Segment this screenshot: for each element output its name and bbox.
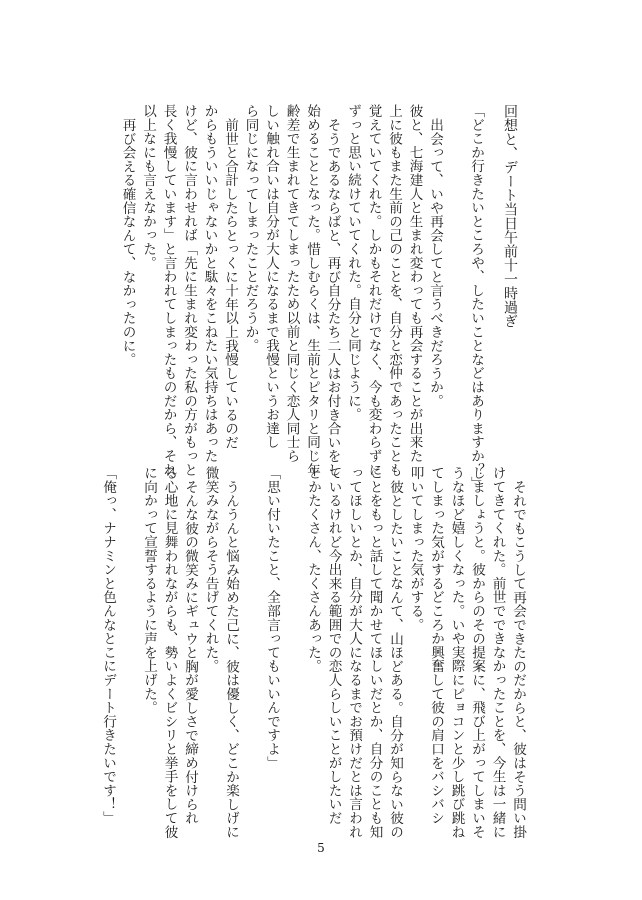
- lower-text-block: [82, 466, 526, 839]
- text-line: 齢差で生まれてきてしまったため以前と同じく恋人同士ら: [283, 104, 300, 463]
- text-line: 叩いてしまった気がする。: [407, 466, 424, 632]
- upper-text-block: [102, 104, 484, 491]
- page-number: 5: [317, 841, 325, 855]
- text-line: うんうんと悩み始めた己に、彼は優しく、どこか楽しげに: [223, 480, 239, 839]
- text-line: 長く我慢しています」と言われてしまったものだから、それ: [160, 104, 177, 477]
- text-line: [114, 466, 135, 816]
- text-line: からもういいじゃないかと駄々をこねたい気持ちはあった: [201, 104, 218, 463]
- text-line: 上に彼もまた生前の己のことを、自分と恋仲であったことも: [386, 104, 402, 477]
- text-line: ことをもっと話して聞かせてほしいだとか、自分のことも知: [366, 466, 383, 839]
- text-line: てしまった気がするどころか興奮して彼の肩口をバシバシ: [428, 466, 444, 825]
- text-line: 微笑みながらそう告げてくれた。: [202, 466, 219, 673]
- text-line: 彼としたいことなんて、山ほどある。自分が知らない彼の: [387, 480, 403, 839]
- text-line: る心地に見舞われながらも、勢いよくビシリと挙手をして彼: [161, 466, 178, 839]
- text-line: 「思い付いたこと、全部言ってもいいんですよ」: [264, 466, 280, 770]
- chapter-heading: 回想と、デート当日午前十一時過ぎ: [502, 104, 518, 328]
- text-line: 彼と、七海建人と生まれ変わっても再会することが出来た: [406, 104, 423, 463]
- text-line: [278, 466, 299, 816]
- text-line: 以上なにも言えなかった。: [140, 104, 156, 270]
- text-line: 「俺っ、ナナミンと色んなとこにデート行きたいです！」: [100, 466, 116, 825]
- text-line: とかたくさん、たくさんあった。: [305, 466, 321, 673]
- text-line: そうであるならばと、再び自分たち二人はお付き合いをし: [324, 118, 341, 477]
- text-line: けど、彼に言わせれば「先に生まれ変わった私の方がもっと: [181, 104, 197, 477]
- text-line: そんな彼の微笑みにギュウと胸が愛しさで締め付けられ: [182, 480, 198, 825]
- text-line: けてきてくれた。前世でできなかったことを、今生は一緒に: [489, 466, 506, 839]
- text-line: ずっと思い続けていてくれた。自分と同じように。: [345, 104, 361, 422]
- text-line: うなほど嬉しくなった。いや実際にピョコンと少し跳び跳ね: [448, 466, 465, 839]
- text-line: 前世と合計したらとっくに十年以上我慢しているのだ: [222, 118, 238, 450]
- text-line: [441, 104, 462, 454]
- text-line: ているけれど今出来る範囲での恋人らしいことがしたいだ: [325, 466, 342, 825]
- text-line: それでもこうして再会できたのだからと、彼はそう問い掛: [510, 480, 526, 839]
- text-line: 「どこか行きたいところや、したいことなどはありますか？」: [468, 104, 484, 491]
- text-line: [237, 466, 258, 816]
- text-line: ら同じになってしまったことだろうか。: [242, 104, 259, 353]
- text-line: に向かって宣誓するように声を上げた。: [141, 466, 157, 715]
- text-line: 始めることとなった。惜しむらくは、生前とピタリと同じ年: [304, 104, 320, 477]
- text-line: しましょうと。彼からのその提案に、飛び上がってしまいそ: [469, 466, 485, 839]
- text-line: 出会って、いや再会してと言うべきだろうか。: [427, 118, 443, 408]
- text-line: しい触れ合いは自分が大人になるまで我慢というお達し: [263, 104, 279, 449]
- text-line: 覚えていてくれた。しかもそれだけでなく、今も変わらずに: [365, 104, 382, 477]
- text-line: ってほしいとか、自分が大人になるまでお預けだとは言われ: [346, 466, 362, 839]
- text-line: 再び会える確信なんて、なかったのに。: [119, 118, 136, 367]
